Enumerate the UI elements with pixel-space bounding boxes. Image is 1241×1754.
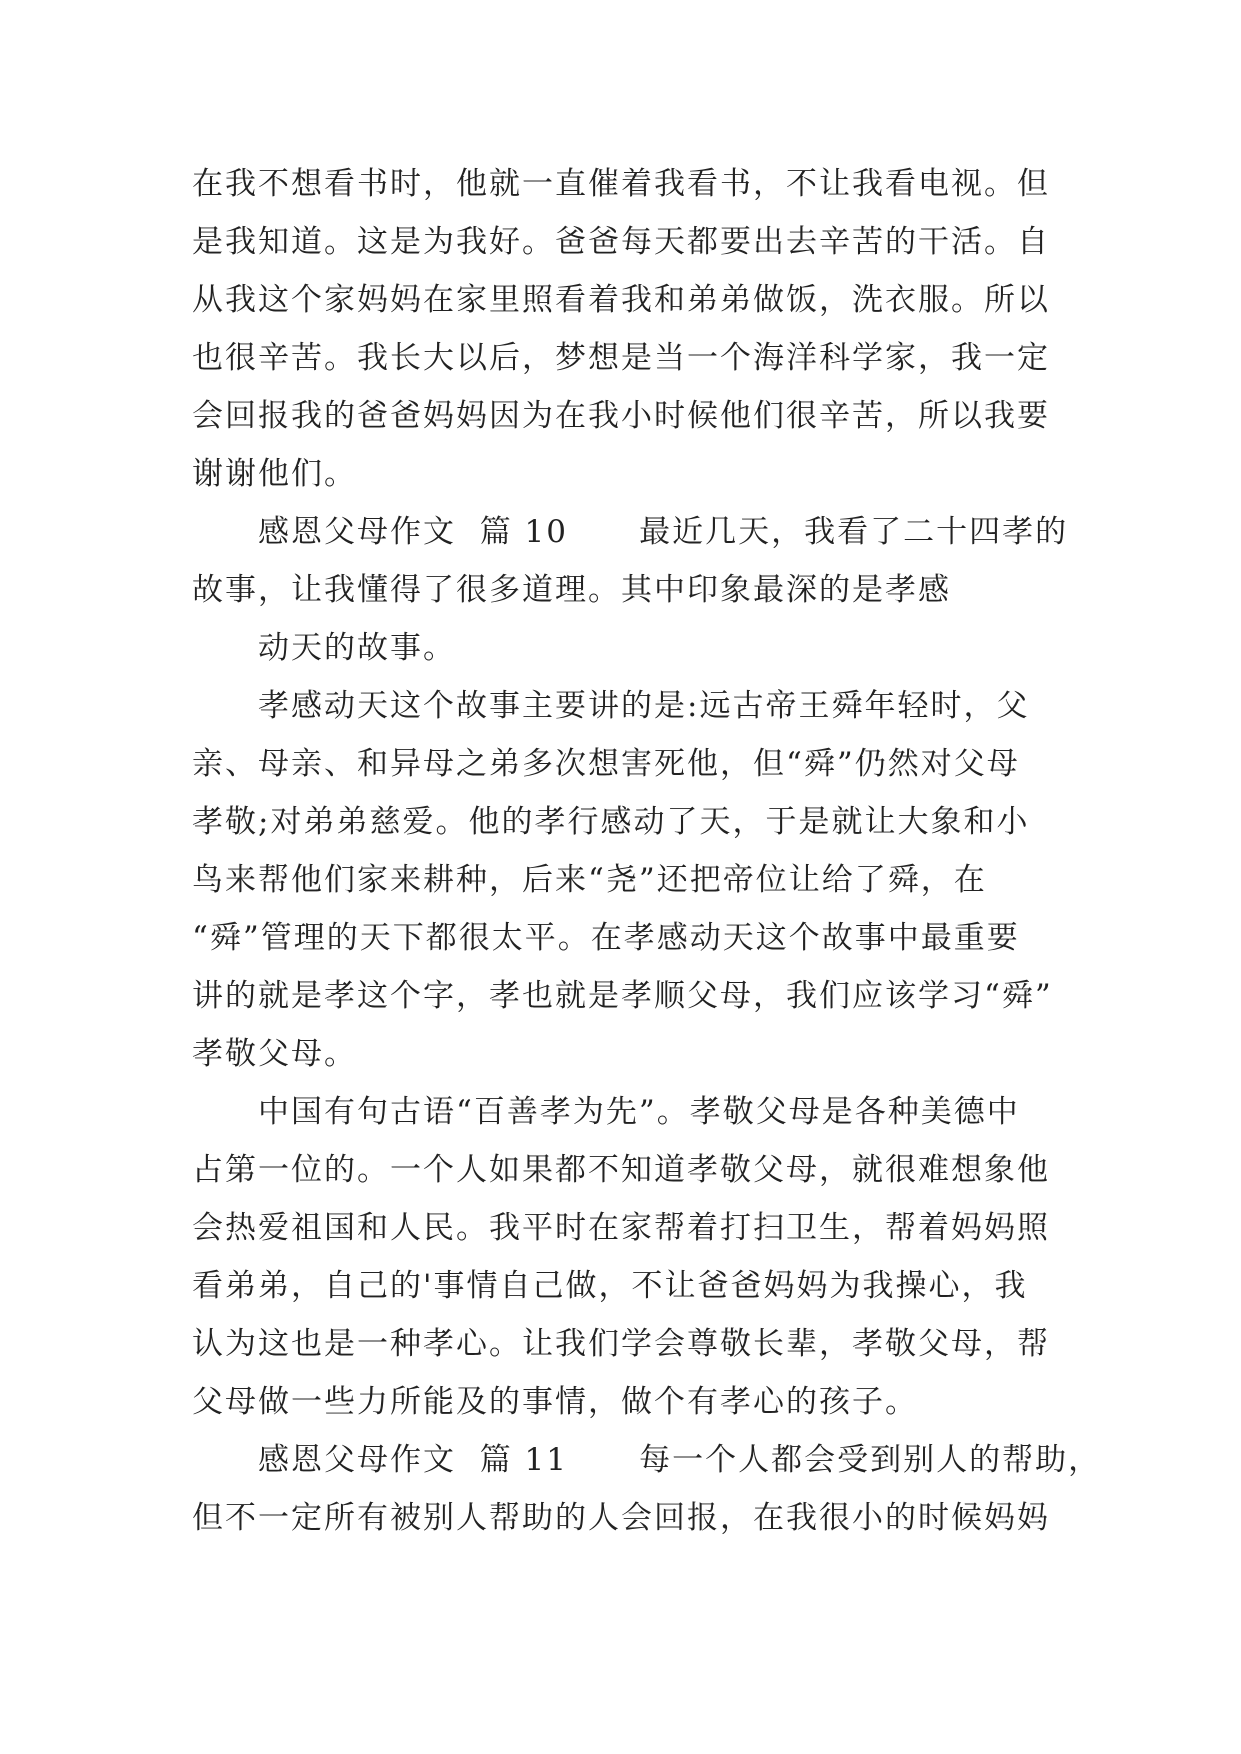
text-line: 讲的就是孝这个字，孝也就是孝顺父母，我们应该学习“舜” [192,978,1053,1014]
text-line: 父母做一些力所能及的事情，做个有孝心的孩子。 [192,1384,918,1420]
text-line: 是我知道。这是为我好。爸爸每天都要出去辛苦的干活。自 [192,224,1050,260]
text-line: 但不一定所有被别人帮助的人会回报，在我很小的时候妈妈 [192,1500,1050,1536]
text-line: 动天的故事。 [258,630,456,666]
essay-body [192,155,1102,1547]
text-line: “舜”管理的天下都很太平。在孝感动天这个故事中最重要 [192,920,1020,956]
text-line: 鸟来帮他们家来耕种，后来“尧”还把帝位让给了舜，在 [192,862,987,898]
text-line: 从我这个家妈妈在家里照看着我和弟弟做饭，洗衣服。所以 [192,282,1050,318]
text-line: 感恩父母作文 篇 10 最近几天，我看了二十四孝的 [258,514,1069,550]
text-line: 孝敬;对弟弟慈爱。他的孝行感动了天，于是就让大象和小 [192,804,1030,840]
text-line: 在我不想看书时，他就一直催着我看书，不让我看电视。但 [192,166,1050,202]
text-line: 也很辛苦。我长大以后，梦想是当一个海洋科学家，我一定 [192,340,1050,376]
text-line: 中国有句古语“百善孝为先”。孝敬父母是各种美德中 [258,1094,1020,1130]
text-line: 故事，让我懂得了很多道理。其中印象最深的是孝感 [192,572,951,608]
text-line: 会回报我的爸爸妈妈因为在我小时候他们很辛苦，所以我要 [192,398,1050,434]
text-line: 占第一位的。一个人如果都不知道孝敬父母，就很难想象他 [192,1152,1050,1188]
text-line: 认为这也是一种孝心。让我们学会尊敬长辈，孝敬父母，帮 [192,1326,1050,1362]
text-line: 孝感动天这个故事主要讲的是:远古帝王舜年轻时，父 [258,688,1030,724]
text-line: 看弟弟，自己的'事情自己做，不让爸爸妈妈为我操心，我 [192,1268,1028,1304]
text-line: 亲、母亲、和异母之弟多次想害死他，但“舜”仍然对父母 [192,746,1020,782]
text-line: 感恩父母作文 篇 11 每一个人都会受到别人的帮助， [258,1442,1102,1478]
text-line: 孝敬父母。 [192,1036,357,1072]
text-line: 会热爱祖国和人民。我平时在家帮着打扫卫生，帮着妈妈照 [192,1210,1050,1246]
text-line: 谢谢他们。 [192,456,357,492]
